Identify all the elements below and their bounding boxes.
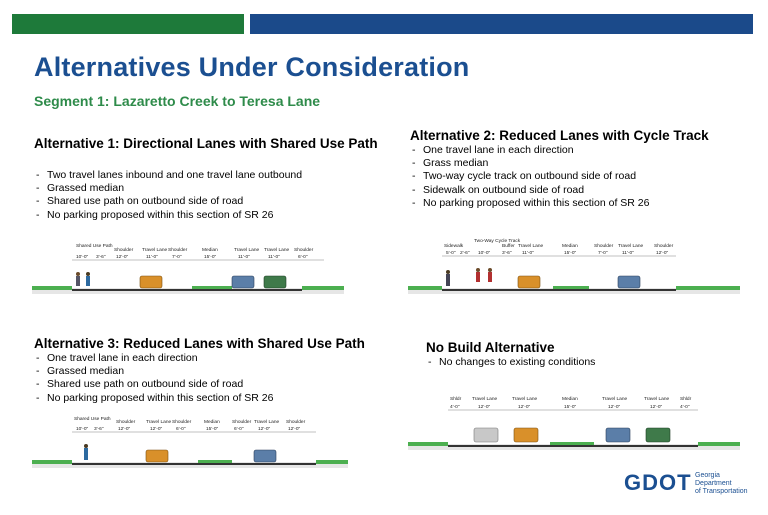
alt1-label-5: Median: [202, 248, 218, 253]
alt3-width-8: 12'-0": [288, 427, 301, 432]
alt1-width-6: 11'-0": [238, 255, 250, 260]
nobuild-width-1: 12'-0": [478, 405, 491, 410]
alt3-width-6: 6'-0": [234, 427, 244, 432]
list-item: - No changes to existing conditions: [426, 356, 726, 369]
alt1-width-8: 6'-0": [298, 255, 308, 260]
alt2-width-2: 10'-0": [478, 251, 491, 256]
list-item: - Grassed median: [34, 365, 374, 378]
alt2-label-2: Two-Way Cycle Track: [474, 239, 521, 244]
list-item: - Sidewalk on outbound side of road: [410, 184, 750, 197]
alt1-label-8: Shoulder: [294, 248, 314, 253]
alt1-width-5: 15'-0": [204, 255, 217, 260]
nobuild-cross-section: [408, 390, 740, 456]
nobuild-width-4: 12'-0": [608, 405, 621, 410]
alt2-width-0: 5'-0": [446, 251, 456, 256]
alt2-bullets: [410, 144, 750, 210]
list-item: - One travel lane in each direction: [410, 144, 750, 157]
alt3-label-4: Shoulder: [172, 420, 192, 425]
alt3-width-7: 12'-0": [258, 427, 271, 432]
alt2-label-3: Buffer: [502, 244, 515, 249]
alt1-width-1: 3'-6": [96, 255, 106, 260]
alt2-width-4: 11'-0": [522, 251, 534, 256]
alt1-label-4: Shoulder: [168, 248, 188, 253]
alt2-label-4: Travel Lane: [518, 244, 544, 249]
alt2-label-5: Median: [562, 244, 578, 249]
alt3-heading: Alternative 3: Reduced Lanes with Shared Use Path: [34, 336, 365, 351]
nobuild-width-2: 12'-0": [518, 405, 531, 410]
nobuild-label-4: Travel Lane: [602, 397, 628, 402]
alt3-label-6: Shoulder: [232, 420, 252, 425]
logo-mark: GDOT: [624, 470, 692, 495]
list-item: - Grass median: [410, 157, 750, 170]
gdot-logo: [624, 470, 748, 496]
alt3-label-7: Travel Lane: [254, 420, 280, 425]
nobuild-bullets: [426, 356, 726, 369]
alt3-width-1: 3'-6": [94, 427, 104, 432]
alt1-width-3: 11'-0": [146, 255, 158, 260]
alt3-cross-section: [32, 410, 348, 474]
list-item: - No parking proposed within this section of SR 26: [34, 392, 374, 405]
alt3-label-8: Shoulder: [286, 420, 306, 425]
alt2-heading: Alternative 2: Reduced Lanes with Cycle Track: [410, 128, 709, 143]
alt3-label-3: Travel Lane: [146, 420, 172, 425]
alt1-bullets: [34, 169, 374, 222]
nobuild-label-1: Travel Lane: [472, 397, 498, 402]
nobuild-label-5: Travel Lane: [644, 397, 670, 402]
nobuild-width-0: 4'-0": [450, 405, 460, 410]
nobuild-heading: No Build Alternative: [426, 340, 555, 355]
alt2-width-8: 12'-0": [656, 251, 669, 256]
alt2-label-6: Shoulder: [594, 244, 614, 249]
alt1-cross-section: [32, 236, 344, 302]
alt2-width-5: 15'-0": [564, 251, 577, 256]
nobuild-label-2: Travel Lane: [512, 397, 538, 402]
page-title: Alternatives Under Consideration: [34, 52, 470, 82]
list-item: - Grassed median: [34, 182, 374, 195]
alt3-width-0: 10'-0": [76, 427, 89, 432]
alt1-label-0: Shared Use Path: [76, 244, 113, 249]
header-green-bar: [12, 14, 244, 34]
alt1-label-3: Travel Lane: [142, 248, 168, 253]
nobuild-label-3: Median: [562, 397, 578, 402]
alt3-width-3: 12'-0": [150, 427, 163, 432]
alt3-bullets: [34, 352, 374, 405]
alt2-width-3: 3'-6": [502, 251, 512, 256]
list-item: - Two travel lanes inbound and one travel lane outbound: [34, 169, 374, 182]
list-item: - No parking proposed within this section of SR 26: [34, 209, 374, 222]
alt3-width-5: 15'-0": [206, 427, 219, 432]
nobuild-width-6: 4'-0": [680, 405, 690, 410]
alt1-width-0: 10'-0": [76, 255, 89, 260]
logo-text: [695, 472, 768, 496]
nobuild-label-6: Shldr: [680, 397, 692, 402]
logo-line-3: of Transportation: [695, 488, 748, 495]
alt2-label-7: Travel Lane: [618, 244, 644, 249]
alt1-label-7: Travel Lane: [264, 248, 290, 253]
alt2-width-1: 2'-6": [460, 251, 470, 256]
logo-line-2: Department: [695, 480, 732, 487]
alt1-width-4: 7'-0": [172, 255, 182, 260]
alt2-cross-section: [408, 232, 740, 298]
list-item: - Shared use path on outbound side of road: [34, 195, 374, 208]
list-item: - Two-way cycle track on outbound side of road: [410, 170, 750, 183]
alt2-width-7: 11'-0": [622, 251, 634, 256]
alt2-width-6: 7'-0": [598, 251, 608, 256]
alt3-width-4: 6'-0": [176, 427, 186, 432]
alt1-width-2: 12'-0": [116, 255, 129, 260]
list-item: - Shared use path on outbound side of road: [34, 378, 374, 391]
list-item: - No parking proposed within this section of SR 26: [410, 197, 750, 210]
page-subtitle: Segment 1: Lazaretto Creek to Teresa Lane: [34, 93, 321, 109]
alt3-width-2: 12'-0": [118, 427, 131, 432]
alt1-label-2: Shoulder: [114, 248, 134, 253]
alt1-heading: Alternative 1: Directional Lanes with Shared Use Path: [34, 136, 378, 151]
alt1-width-7: 11'-0": [268, 255, 280, 260]
alt3-label-0: Shared Use Path: [74, 417, 111, 422]
header-blue-bar: [250, 14, 753, 34]
alt3-label-5: Median: [204, 420, 220, 425]
list-item: - One travel lane in each direction: [34, 352, 374, 365]
alt1-label-6: Travel Lane: [234, 248, 260, 253]
nobuild-width-3: 15'-0": [564, 405, 577, 410]
alt3-label-2: Shoulder: [116, 420, 136, 425]
nobuild-label-0: Shldr: [450, 397, 462, 402]
logo-line-1: Georgia: [695, 472, 720, 479]
nobuild-width-5: 12'-0": [650, 405, 663, 410]
alt2-label-8: Shoulder: [654, 244, 674, 249]
alt2-label-0: Sidewalk: [444, 244, 464, 249]
